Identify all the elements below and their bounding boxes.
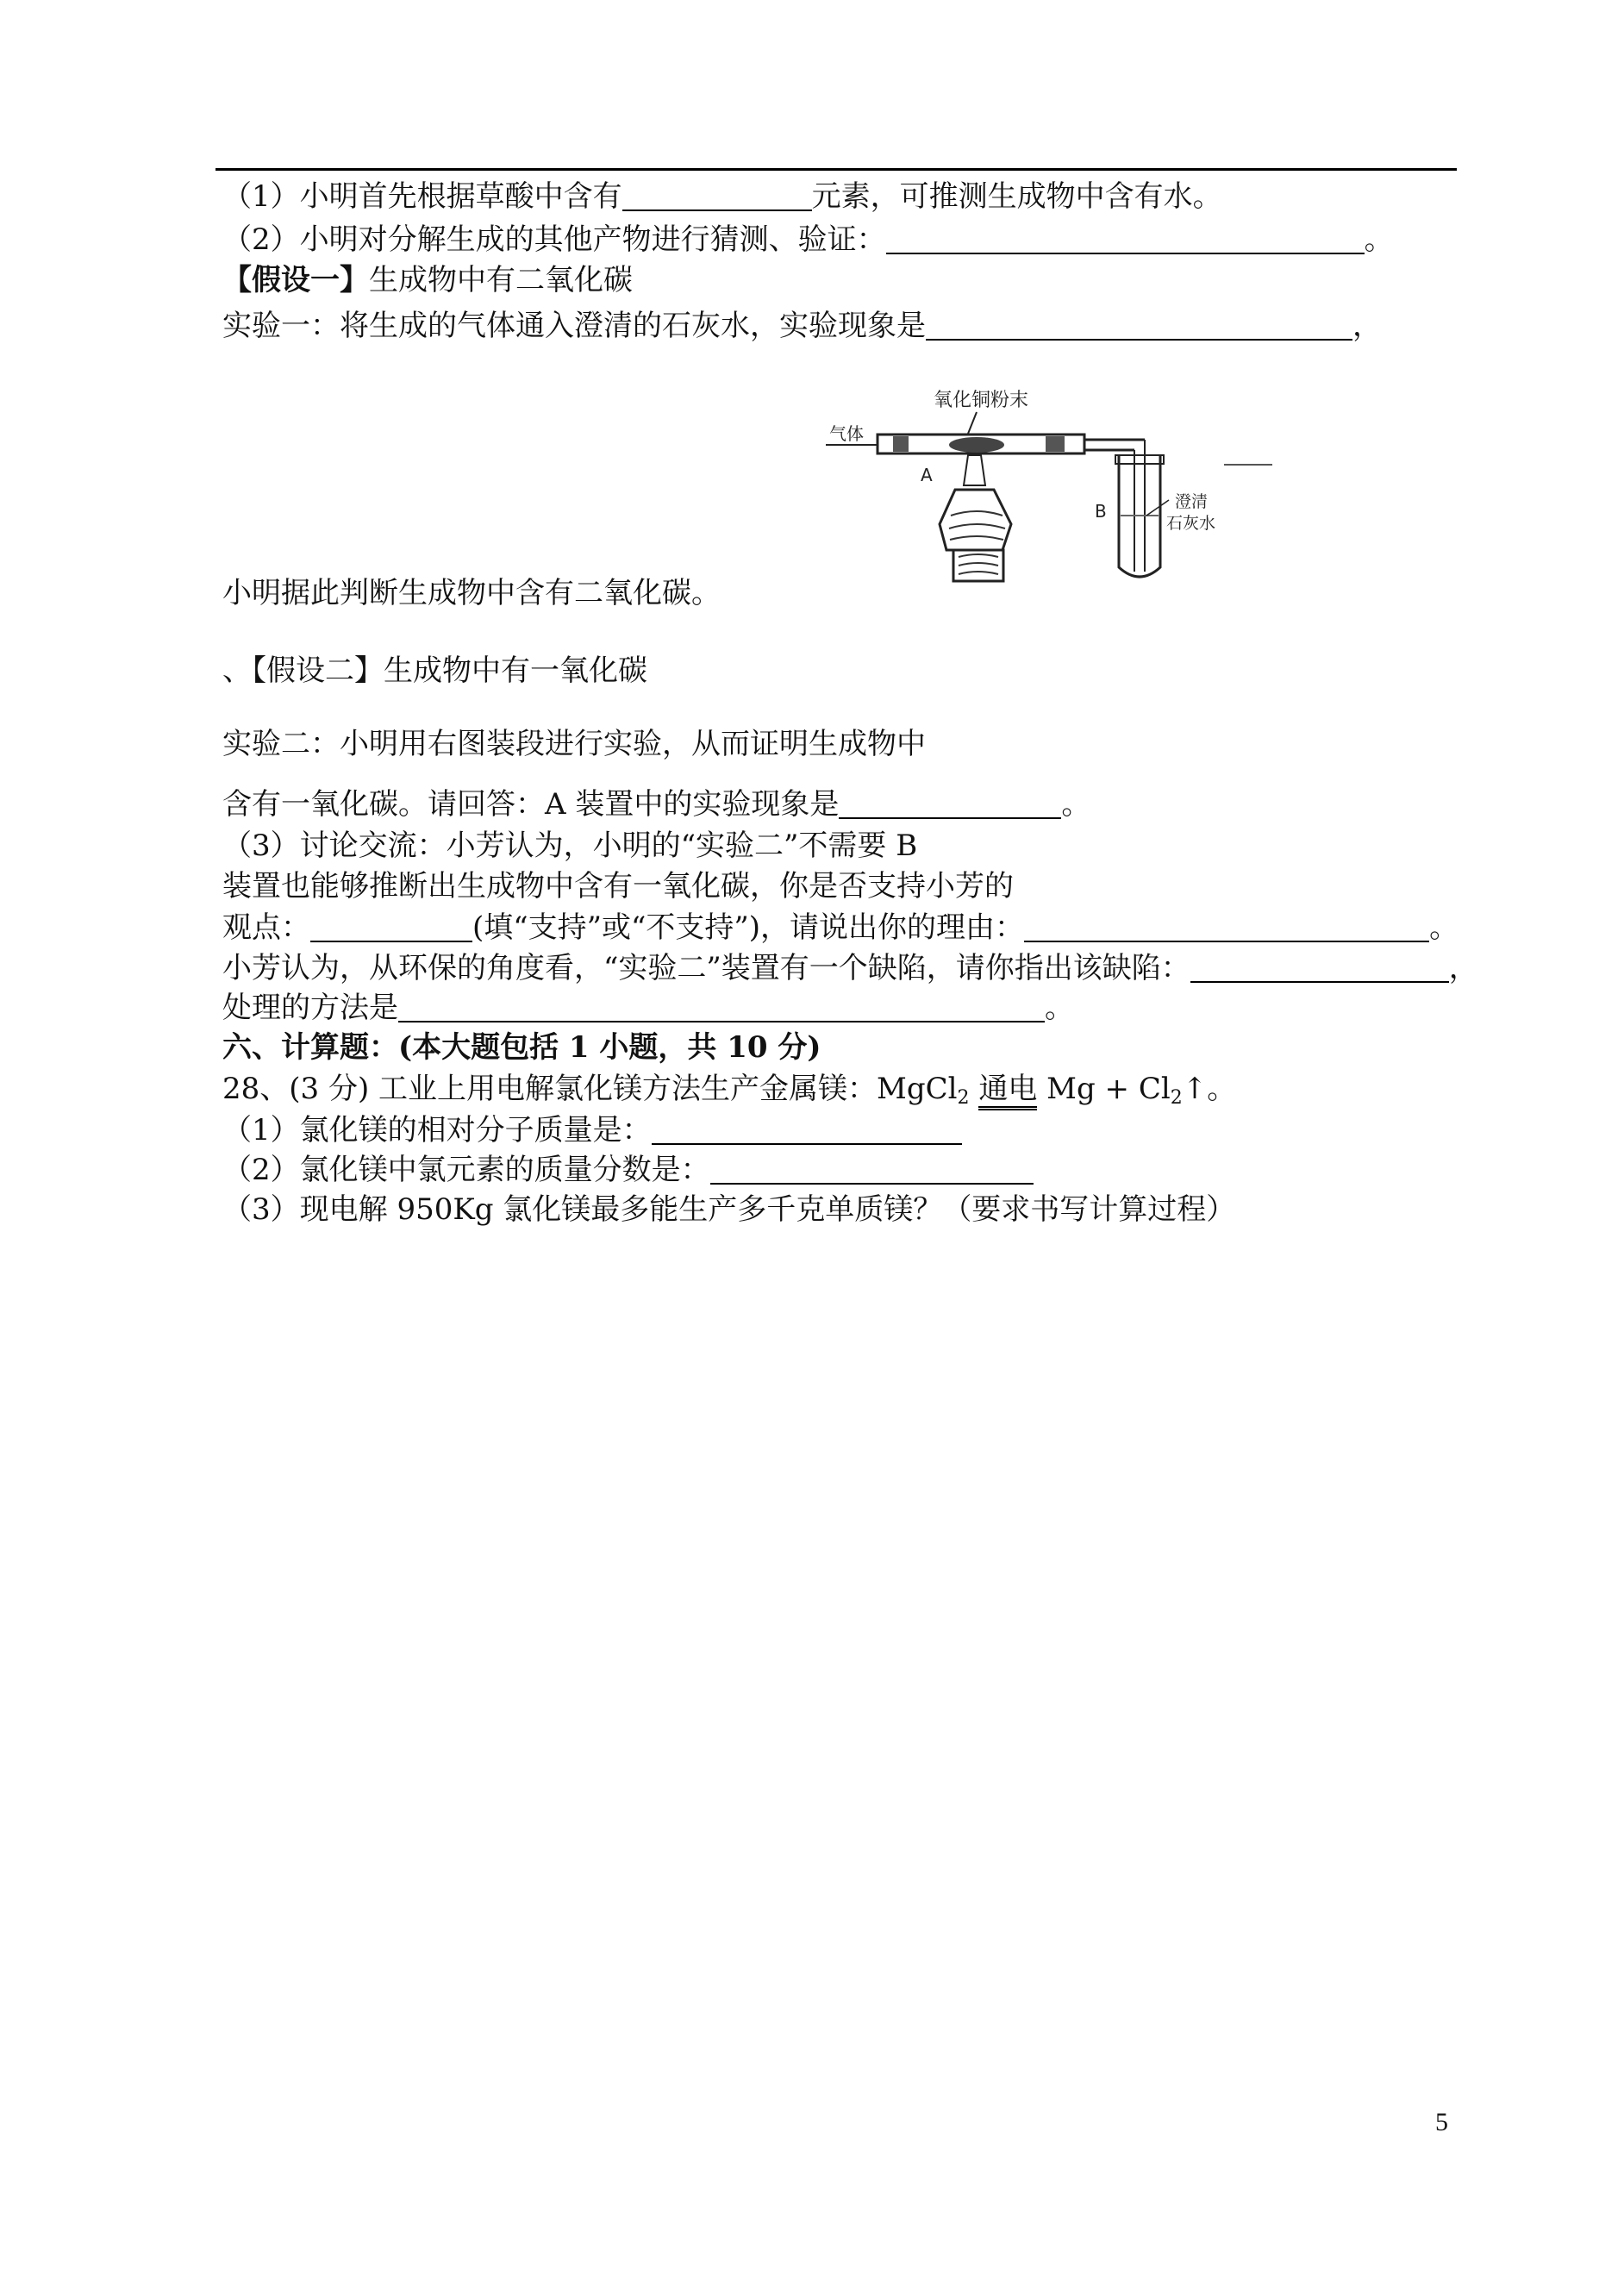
question-28-end: ↑。 bbox=[1182, 1072, 1237, 1106]
figure-label-lime-2: 石灰水 bbox=[1166, 514, 1216, 533]
experiment-2-end: 。 bbox=[1061, 787, 1091, 822]
hypothesis-1-text: 生成物中有二氧化碳 bbox=[369, 263, 633, 297]
question-28-subscript-1: 2 bbox=[957, 1087, 970, 1109]
question-3-line-5 bbox=[222, 988, 1074, 1028]
question-1 bbox=[222, 177, 1222, 216]
question-1-text-end: 元素，可推测生成物中含有水。 bbox=[811, 179, 1222, 214]
question-28-subscript-2: 2 bbox=[1170, 1087, 1183, 1109]
question-3-line-5-end: 。 bbox=[1045, 991, 1074, 1025]
question-3-line-1: （3）讨论交流：小芳认为，小明的“实验二”不需要 B bbox=[222, 829, 918, 863]
figure-label-lime-1: 澄清 bbox=[1175, 492, 1209, 511]
question-2 bbox=[222, 220, 1394, 260]
figure-label-a: A bbox=[921, 465, 933, 485]
figure-side-dash bbox=[1224, 464, 1272, 466]
hypothesis-1-bracket: 【假设一】 bbox=[222, 263, 369, 297]
header-rule bbox=[215, 168, 1457, 171]
question-3-line-3 bbox=[222, 908, 1458, 947]
figure-label-powder: 氧化铜粉末 bbox=[934, 390, 1029, 411]
hypothesis-1 bbox=[222, 260, 633, 300]
question-3-line-4 bbox=[222, 948, 1478, 988]
experiment-1-text: 实验一：将生成的气体通入澄清的石灰水，实验现象是 bbox=[222, 309, 926, 343]
answer-blank-1[interactable] bbox=[622, 180, 812, 211]
judgement-line: 小明据此判断生成物中含有二氧化碳。 bbox=[222, 576, 721, 610]
question-28-1-text: （1）氯化镁的相对分子质量是： bbox=[222, 1113, 652, 1148]
question-3-reason-prompt: (填“支持”或“不支持”)，请说出你的理由： bbox=[472, 910, 1025, 945]
experiment-2-line-1: 实验二：小明用右图装段进行实验，从而证明生成物中 bbox=[222, 727, 926, 761]
question-3-method-prompt: 处理的方法是 bbox=[222, 991, 398, 1025]
question-28-1 bbox=[222, 1110, 962, 1150]
answer-blank-10[interactable] bbox=[710, 1154, 1034, 1185]
question-2-end: 。 bbox=[1364, 222, 1394, 257]
reaction-condition: 通电 bbox=[978, 1072, 1037, 1110]
answer-blank-6[interactable] bbox=[1024, 911, 1429, 942]
question-28-2 bbox=[222, 1150, 1034, 1190]
hypothesis-2-text: 生成物中有一氧化碳 bbox=[384, 653, 647, 688]
answer-blank-7[interactable] bbox=[1190, 952, 1449, 983]
question-28-3: （3）现电解 950Kg 氯化镁最多能生产多千克单质镁？（要求书写计算过程） bbox=[222, 1192, 1236, 1227]
experiment-2-line-2 bbox=[222, 785, 1090, 824]
page-number: 5 bbox=[1435, 2108, 1448, 2136]
answer-blank-2[interactable] bbox=[886, 223, 1365, 254]
question-2-text: （2）小明对分解生成的其他产物进行猜测、验证： bbox=[222, 222, 886, 257]
question-3-viewpoint-label: 观点： bbox=[222, 910, 310, 945]
answer-blank-9[interactable] bbox=[652, 1114, 962, 1145]
section-6-heading: 六、计算题：(本大题包括 1 小题，共 10 分) bbox=[222, 1030, 821, 1065]
answer-blank-4[interactable] bbox=[839, 788, 1061, 819]
apparatus-diagram bbox=[826, 386, 1231, 585]
experiment-1 bbox=[222, 306, 1382, 346]
figure-label-b: B bbox=[1095, 501, 1107, 522]
question-3-defect-prompt: 小芳认为，从环保的角度看，“实验二”装置有一个缺陷，请你指出该缺陷： bbox=[222, 951, 1190, 985]
figure-label-gas: 气体 bbox=[829, 423, 864, 444]
hypothesis-2-bracket: 、【假设二】 bbox=[222, 653, 384, 688]
answer-blank-3[interactable] bbox=[926, 310, 1352, 341]
experiment-1-end: ， bbox=[1352, 309, 1382, 343]
question-1-text: （1）小明首先根据草酸中含有 bbox=[222, 179, 622, 214]
experiment-2-text: 含有一氧化碳。请回答：A 装置中的实验现象是 bbox=[222, 787, 840, 822]
question-28-products: Mg + Cl bbox=[1037, 1072, 1171, 1106]
answer-blank-5[interactable] bbox=[310, 911, 472, 942]
answer-blank-8[interactable] bbox=[398, 991, 1045, 1022]
question-3-line-2: 装置也能够推断出生成物中含有一氧化碳，你是否支持小芳的 bbox=[222, 869, 1014, 904]
question-3-line-4-end: ， bbox=[1448, 951, 1478, 985]
question-28-text: 28、(3 分) 工业上用电解氯化镁方法生产金属镁：MgCl bbox=[222, 1072, 958, 1106]
question-28-2-text: （2）氯化镁中氯元素的质量分数是： bbox=[222, 1153, 710, 1187]
question-3-line-3-end: 。 bbox=[1429, 910, 1459, 945]
hypothesis-2 bbox=[222, 651, 647, 691]
